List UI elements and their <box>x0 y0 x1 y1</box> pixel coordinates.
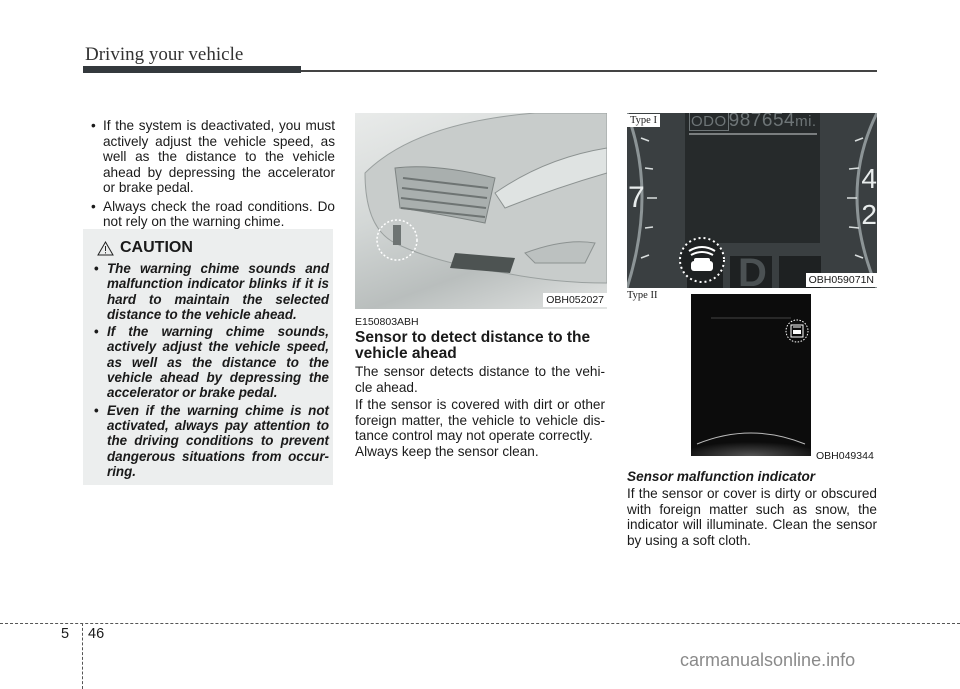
odometer-value: 987654 <box>728 113 796 131</box>
header-bar <box>83 66 301 73</box>
chapter-number: 5 <box>61 626 70 642</box>
section-heading: Sensor to detect distance to the vehicle ahead <box>355 329 591 362</box>
odometer-unit: mi. <box>795 113 817 130</box>
odometer-prefix: ODO <box>691 113 727 130</box>
display-icon <box>691 294 811 456</box>
section-title: Driving your vehicle <box>85 44 244 65</box>
bullet-item: • Always check the road conditions. Do not rely on the warning chime. <box>88 199 335 230</box>
vehicle-front-illustration <box>355 113 607 309</box>
header-rule <box>301 70 877 72</box>
caution-box <box>83 229 333 485</box>
intro-bullet-list <box>88 118 335 233</box>
caution-item: • The warning chime sounds and malfunction indicator blinks if it is hard to maintain the selected distance to the vehicle ahead. <box>91 261 329 322</box>
display-type2 <box>691 294 811 456</box>
paragraph: If the sensor is covered with dirt or other foreign matter, the vehicle to vehicle dis-tance control may not operate correctly. <box>355 397 605 443</box>
paragraph: If the sensor or cover is dirty or obscured with foreign matter such as snow, the indicator will illuminate. Clean the sensor by using a soft cloth. <box>627 486 877 548</box>
watermark: carmanualsonline.info <box>680 650 856 670</box>
gear-indicator: D <box>738 251 767 288</box>
gauge-number: 2 <box>861 199 877 230</box>
gauge-number: 7 <box>628 181 645 214</box>
gauge-number: 4 <box>861 163 877 194</box>
caution-item: • Even if the warning chime is not activated, always pay attention to the driving conditions to prevent dangerous situations from occur-ring. <box>91 403 329 479</box>
figure-code: OBH059071N <box>806 273 877 287</box>
warning-triangle-icon <box>97 241 114 256</box>
instrument-cluster-type1 <box>627 113 877 288</box>
figure-code: OBH049344 <box>816 450 874 462</box>
section-code: E150803ABH <box>355 316 419 328</box>
car-front-icon <box>355 113 607 309</box>
caution-list <box>91 261 329 481</box>
bullet-item: • If the system is deactivated, you must actively adjust the vehicle speed, as well as the distance to the vehicle ahead by depressing the accelerator or brake pedal. <box>88 118 335 196</box>
page-number: 46 <box>88 626 105 642</box>
footer-vertical-divider <box>82 623 83 689</box>
subheading: Sensor malfunction indicator <box>627 469 816 484</box>
figure-type-label: Type I <box>627 114 660 127</box>
caution-heading <box>97 239 193 257</box>
footer-divider <box>0 623 960 624</box>
odometer <box>689 113 817 132</box>
caution-item: • If the warning chime sounds, actively adjust the vehicle speed, as well as the distance to the vehicle ahead by depressing the accelerator or brake pedal. <box>91 324 329 400</box>
paragraph: The sensor detects distance to the vehi-cle ahead. <box>355 364 605 395</box>
paragraph: Always keep the sensor clean. <box>355 444 539 459</box>
caution-title: CAUTION <box>120 239 193 256</box>
figure-type-label: Type II <box>627 290 658 301</box>
figure-code: OBH052027 <box>543 293 607 307</box>
